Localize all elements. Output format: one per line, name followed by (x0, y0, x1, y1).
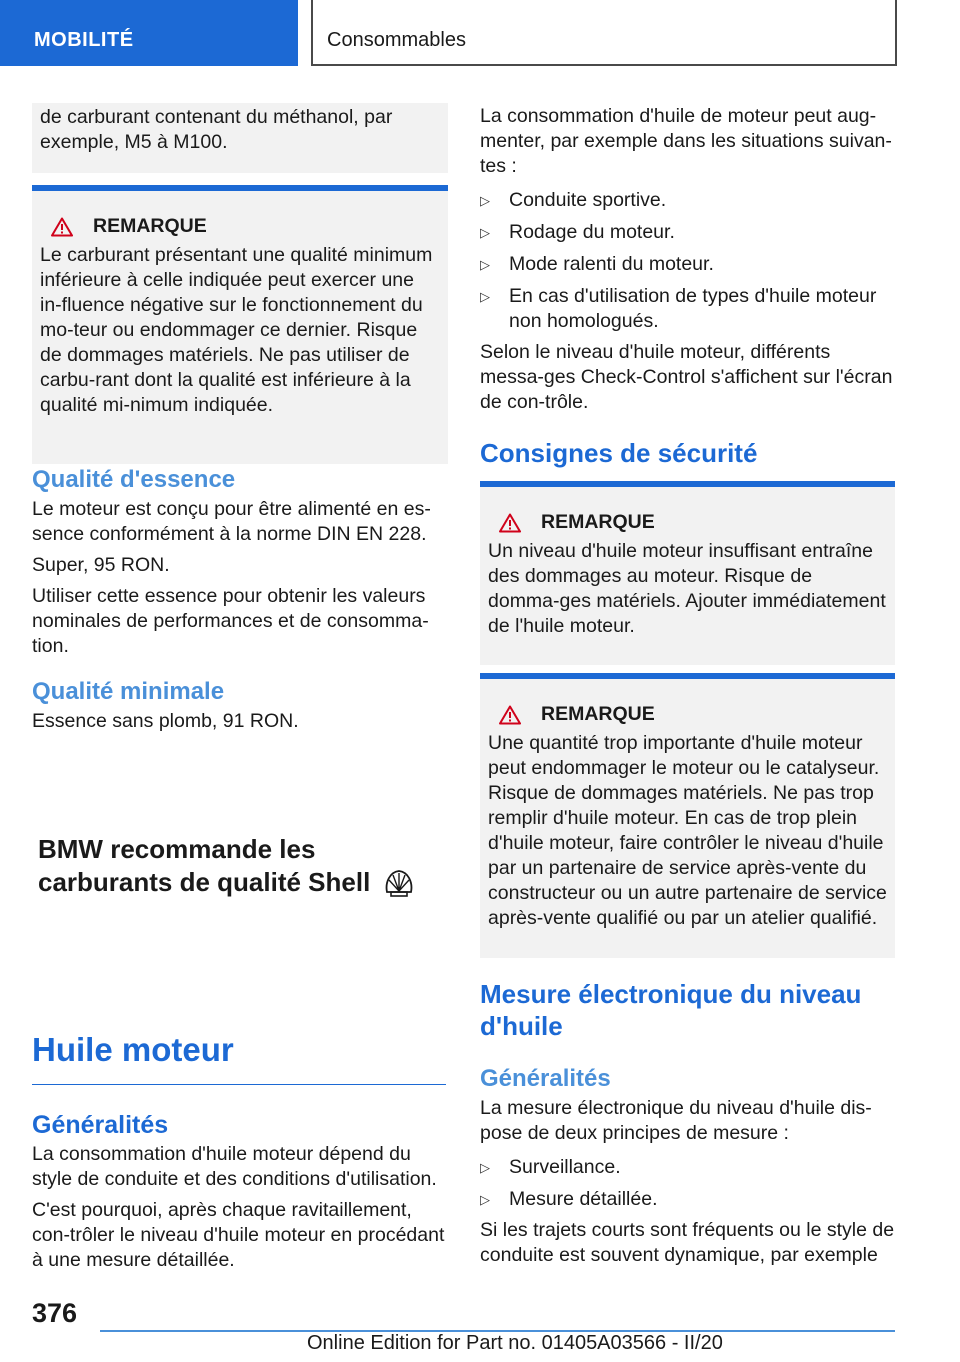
warning-note (480, 481, 895, 665)
ad-line: carburants de qualité Shell (38, 867, 371, 897)
paragraph: C'est pourquoi, après chaque ravitaillement, con-trôler le niveau d'huile moteur en procédant à une mesure détaillée. (32, 1199, 445, 1271)
heading-mesure: Mesure électronique du niveau d'huile (480, 979, 862, 1041)
warning-note (32, 185, 448, 464)
warning-text: Le carburant présentant une qualité minimum inférieure à celle indiquée peut exercer une in-fluence négative sur le fonctionnement du mo-teur ou endommager ce dernier. Risque de dommages matériels. Ne pas utiliser de carbu-rant dont la qualité est inférieure à la qualité mi-nimum indiquée. (40, 244, 433, 416)
list-item: ▷ Surveillance. (480, 1156, 621, 1178)
paragraph: La consommation d'huile moteur dépend du style de conduite et des conditions d'utilisation. (32, 1143, 437, 1190)
warning-title: REMARQUE (488, 702, 887, 727)
heading-qualite-essence: Qualité d'essence (32, 466, 236, 493)
warning-title: REMARQUE (488, 510, 887, 535)
paragraph: Utiliser cette essence pour obtenir les valeurs nominales de performances et de consomma-tion. (32, 585, 429, 657)
warning-triangle-icon (499, 513, 521, 533)
warning-triangle-icon (499, 705, 521, 725)
continued-text: de carburant contenant du méthanol, par exemple, M5 à M100. (40, 106, 393, 153)
paragraph: Super, 95 RON. (32, 554, 170, 576)
warning-text: Une quantité trop importante d'huile moteur peut endommager le moteur ou le catalyseur. Risque de dommages matériels. Ne pas trop remplir d'huile moteur. En cas de trop plein d'huile moteur, faire contrôler le niveau d'huile par un partenaire de service après-vente du constructeur ou un autre partenaire de service après-vente qualifié ou par un atelier qualifié. (488, 732, 887, 929)
chapter-label: Consommables (327, 29, 466, 51)
shell-logo-icon (382, 868, 416, 898)
list-item: ▷ Conduite sportive. (480, 189, 667, 211)
right-column (480, 104, 896, 469)
section-rule (32, 1084, 446, 1085)
paragraph: La mesure électronique du niveau d'huile dis-pose de deux principes de mesure : (480, 1097, 872, 1144)
continued-box (32, 103, 448, 173)
paragraph: Essence sans plomb, 91 RON. (32, 710, 299, 732)
triangle-bullet-icon: ▷ (480, 1192, 490, 1207)
ad-line: BMW recommande les (38, 834, 316, 864)
heading-huile-moteur: Huile moteur (32, 1031, 234, 1068)
warning-note (480, 673, 895, 958)
chapter-tab[interactable] (311, 0, 897, 66)
edition-text: Online Edition for Part no. 01405A03566 - II/20 (307, 1332, 723, 1354)
list-item: ▷ Mesure détaillée. (480, 1188, 658, 1210)
list-item: ▷ Rodage du moteur. (480, 221, 675, 243)
page-header (0, 0, 960, 66)
triangle-bullet-icon: ▷ (480, 193, 490, 208)
section-tab[interactable] (0, 0, 298, 66)
page-number: 376 (32, 1298, 78, 1328)
heading-qualite-minimale: Qualité minimale (32, 678, 225, 705)
list-item: ▷ Mode ralenti du moteur. (480, 253, 714, 275)
heading-generalites: Généralités (480, 1065, 611, 1092)
triangle-bullet-icon: ▷ (480, 289, 490, 304)
list-item: ▷ En cas d'utilisation de types d'huile moteur non homologués. (480, 285, 877, 332)
warning-text: Un niveau d'huile moteur insuffisant entraîne des dommages au moteur. Risque de domma-ges matériels. Ajouter immédiatement de l'huile moteur. (488, 540, 886, 637)
paragraph: La consommation d'huile de moteur peut aug-menter, par exemple dans les situations suivan-tes : (480, 105, 892, 177)
list-situations (480, 188, 896, 334)
triangle-bullet-icon: ▷ (480, 1160, 490, 1175)
paragraph: Selon le niveau d'huile moteur, différents messa-ges Check-Control s'affichent sur l'écran de con-trôle. (480, 341, 893, 413)
mesure-section (480, 978, 896, 1268)
paragraph: Si les trajets courts sont fréquents ou le style de conduite est souvent dynamique, par exemple (480, 1219, 895, 1266)
section-label: MOBILITÉ (34, 29, 134, 51)
warning-title: REMARQUE (40, 214, 440, 239)
heading-consignes: Consignes de sécurité (480, 438, 758, 468)
huile-section (32, 1030, 448, 1273)
paragraph: Le moteur est conçu pour être alimenté en es-sence conformément à la norme DIN EN 228. (32, 498, 431, 545)
shell-recommendation (38, 833, 418, 899)
triangle-bullet-icon: ▷ (480, 225, 490, 240)
heading-generalites: Généralités (32, 1111, 169, 1139)
triangle-bullet-icon: ▷ (480, 257, 490, 272)
warning-triangle-icon (51, 217, 73, 237)
list-principes (480, 1155, 896, 1212)
